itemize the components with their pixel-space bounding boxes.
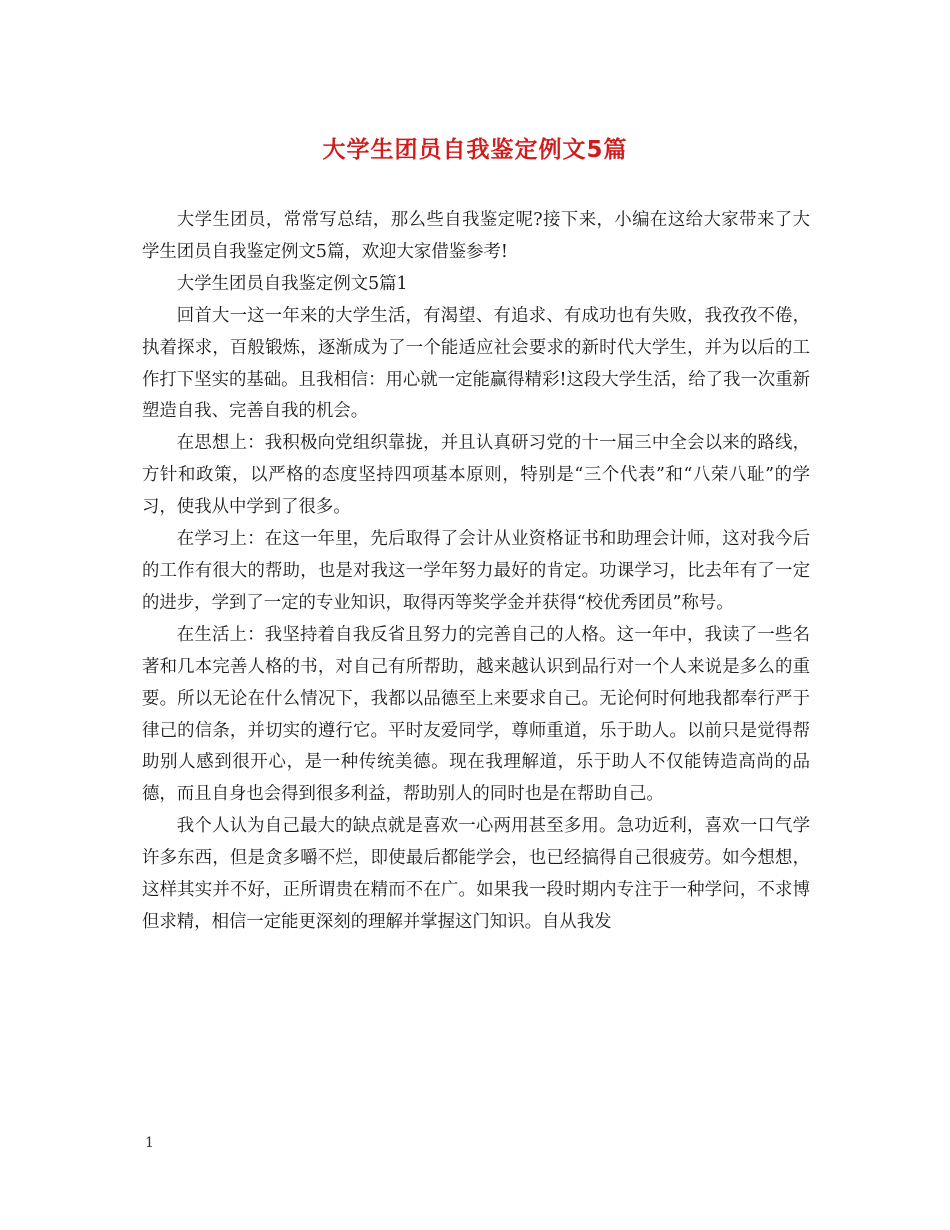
paragraph-study: 在学习上：在这一年里，先后取得了会计从业资格证书和助理会计师，这对我今后的工作有很大的帮助，也是对我这一学年努力最好的肯定。功课学习，比去年有了一定的进步，学到了一定的专业知识，取得丙等奖学金并获得“校优秀团员”称号。 — [142, 529, 810, 613]
paragraph-section-heading: 大学生团员自我鉴定例文5篇1 — [176, 273, 408, 294]
paragraph-review: 回首大一这一年来的大学生活，有渴望、有追求、有成功也有失败，我孜孜不倦，执着探求，百般锻炼，逐渐成为了一个能适应社会要求的新时代大学生，并为以后的工作打下坚实的基础。且我相信：用心就一定能赢得精彩!这段大学生活，给了我一次重新塑造自我、完善自我的机会。 — [142, 305, 810, 422]
paragraph-shortcoming: 我个人认为自己最大的缺点就是喜欢一心两用甚至多用。急功近利，喜欢一口气学许多东西，但是贪多嚼不烂，即使最后都能学会，也已经搞得自己很疲劳。如今想想，这样其实并不好，正所谓贵在精而不在广。如果我一段时期内专注于一种学问，不求博但求精，相信一定能更深刻的理解并掌握这门知识。自从我发 — [142, 816, 810, 932]
paragraph-life: 在生活上：我坚持着自我反省且努力的完善自己的人格。这一年中，我读了一些名著和几本完善人格的书，对自己有所帮助，越来越认识到品行对一个人来说是多么的重要。所以无论在什么情况下，我都以品德至上来要求自己。无论何时何地我都奉行严于律己的信条，并切实的遵行它。平时友爱同学，尊师重道，乐于助人。以前只是觉得帮助别人感到很开心，是一种传统美德。现在我理解道，乐于助人不仅能铸造高尚的品德，而且自身也会得到很多利益，帮助别人的同时也是在帮助自己。 — [142, 624, 810, 805]
document-body — [142, 205, 810, 939]
page-number: 1 — [145, 1135, 154, 1151]
paragraph-intro: 大学生团员，常常写总结，那么些自我鉴定呢?接下来，小编在这给大家带来了大学生团员自我鉴定例文5篇，欢迎大家借鉴参考! — [142, 210, 810, 262]
document-title: 大学生团员自我鉴定例文5篇 — [322, 137, 628, 163]
paragraph-thought: 在思想上：我积极向党组织靠拢，并且认真研习党的十一届三中全会以来的路线，方针和政策，以严格的态度坚持四项基本原则，特别是“三个代表”和“八荣八耻”的学习，使我从中学到了很多。 — [142, 433, 810, 518]
